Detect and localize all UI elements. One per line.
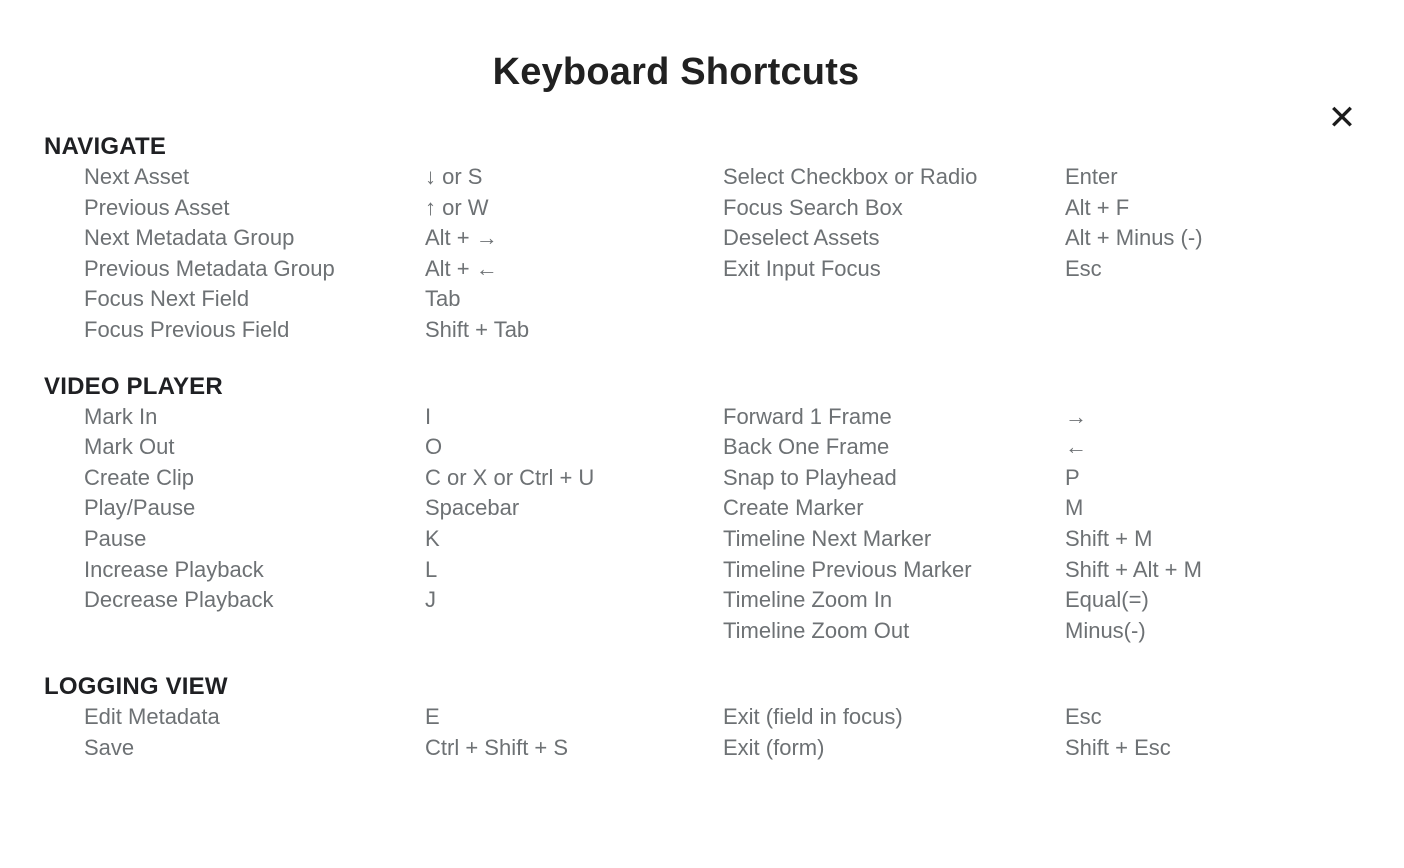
shortcut-keys: Spacebar	[425, 495, 520, 521]
shortcut-keys: C or X or Ctrl + U	[425, 464, 595, 490]
shortcut-action-label: Timeline Next Marker	[723, 525, 932, 551]
shortcut-row	[44, 193, 723, 224]
shortcut-action-label: Exit Input Focus	[723, 255, 881, 281]
shortcut-keys: Alt + →	[425, 225, 498, 251]
shortcut-keys: Alt + ←	[425, 255, 498, 281]
shortcut-row	[723, 616, 1404, 647]
shortcut-action-label: Mark Out	[84, 434, 175, 460]
section-title: NAVIGATE	[44, 133, 167, 160]
shortcut-keys: ↓ or S	[425, 164, 483, 189]
shortcut-keys: Enter	[1065, 164, 1118, 189]
shortcut-action-label: Forward 1 Frame	[723, 403, 892, 429]
shortcut-row	[723, 493, 1404, 524]
shortcut-action-label: Pause	[84, 525, 147, 551]
shortcut-action-label: Timeline Zoom Out	[723, 617, 910, 643]
shortcut-row	[44, 284, 723, 315]
section-title: VIDEO PLAYER	[44, 372, 223, 400]
shortcut-section	[0, 372, 1404, 647]
shortcut-row	[44, 524, 723, 555]
shortcut-action-label: Next Metadata Group	[84, 225, 295, 251]
shortcut-row	[723, 702, 1404, 733]
shortcut-action-label: Exit (form)	[723, 734, 825, 760]
shortcut-keys: L	[425, 556, 438, 582]
shortcut-keys: Minus(-)	[1065, 617, 1146, 643]
shortcut-action-label: Back One Frame	[723, 434, 890, 460]
shortcut-row	[44, 555, 723, 586]
shortcut-row	[44, 315, 723, 346]
shortcut-keys: K	[425, 525, 440, 551]
shortcut-keys: Esc	[1065, 255, 1102, 281]
shortcut-row	[723, 402, 1404, 433]
shortcut-row	[723, 555, 1404, 586]
shortcut-row	[44, 585, 723, 616]
shortcut-action-label: Mark In	[84, 403, 158, 429]
close-icon: ✕	[1327, 99, 1357, 137]
shortcut-row	[723, 585, 1404, 616]
shortcut-row	[44, 432, 723, 463]
shortcut-row	[723, 223, 1404, 254]
section-columns	[44, 702, 1404, 763]
shortcut-action-label: Focus Search Box	[723, 194, 903, 220]
shortcut-action-label: Next Asset	[84, 164, 190, 189]
shortcut-row	[44, 733, 723, 764]
shortcut-keys: J	[425, 587, 436, 613]
shortcut-action-label: Edit Metadata	[84, 704, 220, 730]
shortcut-keys: I	[425, 403, 432, 429]
dialog-header	[0, 50, 1404, 137]
shortcut-keys: Shift + Tab	[425, 316, 530, 342]
shortcut-action-label: Increase Playback	[84, 556, 264, 582]
shortcut-keys: Alt + F	[1065, 194, 1130, 220]
shortcut-row	[723, 432, 1404, 463]
shortcut-action-label: Create Marker	[723, 495, 864, 521]
shortcut-keys: →	[1065, 403, 1087, 429]
shortcut-keys: P	[1065, 464, 1080, 490]
shortcut-action-label: Snap to Playhead	[723, 464, 897, 490]
shortcut-row	[44, 162, 723, 193]
shortcut-row	[44, 493, 723, 524]
shortcut-action-label: Play/Pause	[84, 495, 196, 521]
shortcut-row	[44, 463, 723, 494]
shortcut-row	[723, 162, 1404, 193]
shortcut-keys: Alt + Minus (-)	[1065, 225, 1203, 251]
shortcut-action-label: Previous Asset	[84, 194, 230, 220]
shortcut-action-label: Deselect Assets	[723, 225, 880, 251]
shortcut-keys: M	[1065, 495, 1084, 521]
shortcut-keys: Shift + M	[1065, 525, 1153, 551]
shortcut-keys: Tab	[425, 286, 461, 312]
section-column-left	[44, 162, 723, 346]
section-title: LOGGING VIEW	[44, 673, 228, 701]
shortcut-action-label: Exit (field in focus)	[723, 704, 903, 730]
shortcut-action-label: Create Clip	[84, 464, 195, 490]
shortcut-row	[44, 402, 723, 433]
section-column-right	[723, 702, 1404, 763]
shortcut-keys: O	[425, 434, 443, 460]
shortcut-row	[723, 254, 1404, 285]
shortcut-action-label: Focus Previous Field	[84, 316, 290, 342]
shortcut-keys: Ctrl + Shift + S	[425, 734, 569, 760]
section-column-right	[723, 162, 1404, 284]
shortcut-row	[723, 463, 1404, 494]
shortcut-row	[44, 223, 723, 254]
shortcut-action-label: Select Checkbox or Radio	[723, 164, 978, 189]
section-columns	[44, 402, 1404, 647]
shortcut-keys: ←	[1065, 434, 1087, 460]
shortcut-keys: Esc	[1065, 704, 1102, 730]
shortcut-action-label: Timeline Zoom In	[723, 587, 893, 613]
shortcut-keys: Shift + Alt + M	[1065, 556, 1202, 582]
page-title: Keyboard Shortcuts	[492, 51, 860, 93]
shortcut-keys: ↑ or W	[425, 194, 489, 220]
shortcut-row	[723, 524, 1404, 555]
shortcut-keys: E	[425, 704, 440, 730]
shortcut-row	[44, 702, 723, 733]
shortcut-sections	[0, 132, 1404, 764]
shortcut-row	[723, 193, 1404, 224]
shortcut-action-label: Previous Metadata Group	[84, 255, 335, 281]
shortcut-row	[723, 733, 1404, 764]
shortcut-keys: Equal(=)	[1065, 587, 1149, 613]
shortcut-section	[0, 132, 1404, 346]
section-column-left	[44, 402, 723, 616]
section-columns	[44, 162, 1404, 346]
shortcut-row	[44, 254, 723, 285]
section-column-left	[44, 702, 723, 763]
shortcut-action-label: Decrease Playback	[84, 587, 274, 613]
shortcut-action-label: Save	[84, 734, 135, 760]
keyboard-shortcuts-dialog	[0, 50, 1404, 868]
shortcut-keys: Shift + Esc	[1065, 734, 1171, 760]
section-column-right	[723, 402, 1404, 647]
shortcut-action-label: Timeline Previous Marker	[723, 556, 972, 582]
shortcut-section	[0, 672, 1404, 763]
shortcut-action-label: Focus Next Field	[84, 286, 250, 312]
